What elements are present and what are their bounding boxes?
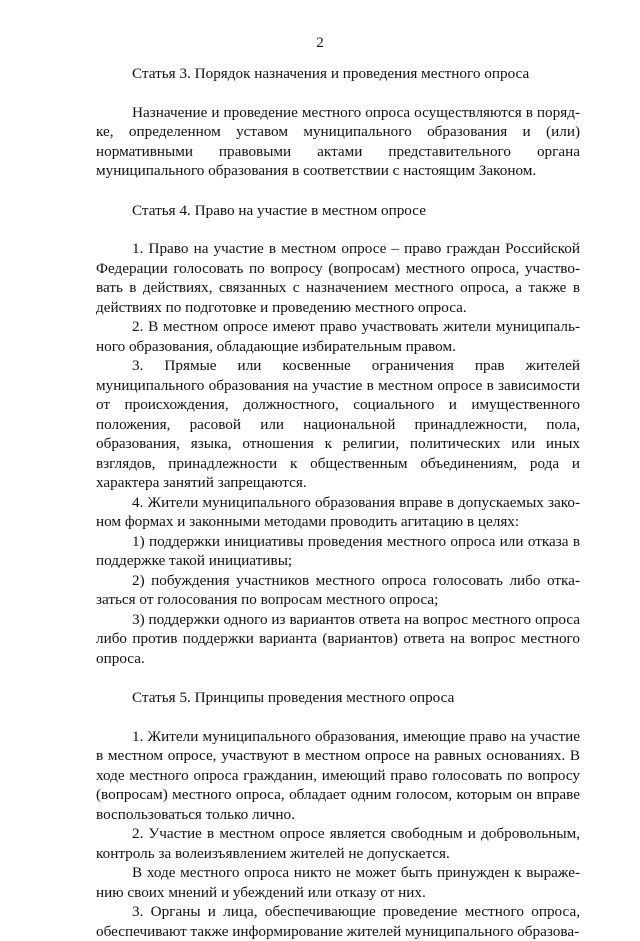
article-4-heading: Статья 4. Право на участие в местном опросе [132, 201, 426, 219]
article-5-paragraph-2: 2. Участие в местном опросе является свободным и добровольным, контроль за волеизъявлением жителей не допускается. [96, 825, 580, 862]
document-body [96, 64, 580, 941]
article-4-paragraph-3: 3. Прямые или косвенные ограничения прав жителей муниципального образования на участие в местном опросе в зависимости от происхождения, должностного, социального и имущественного положения, расовой или национальной принадлежности, пола, образования, языка, отношения к религии, политических или иных взглядов, принадлежности к общественным объединениям, рода и характера занятий запрещаются. [96, 357, 580, 491]
article-3-paragraph: Назначение и проведение местного опроса осуществляются в порядке, определенном уставом муниципального образования и (или) нормативными правовыми актами представительного органа муниципального образования в соответствии с настоящим Законом. [96, 103, 580, 179]
article-4-item-1: 1) поддержки инициативы проведения местного опроса или отказа в поддержке такой инициативы; [96, 532, 580, 569]
article-4-item-2: 2) побуждения участников местного опроса голосовать либо отказаться от голосования по вопросам местного опроса; [96, 571, 580, 608]
article-3-heading: Статья 3. Порядок назначения и проведения местного опроса [132, 65, 530, 82]
article-4-paragraph-4: 4. Жители муниципального образования вправе в допускаемых законом формах и законными методами проводить агитацию в целях: [96, 493, 580, 530]
article-5-paragraph-2-continued: В ходе местного опроса никто не может быть принужден к выражению своих мнений и убеждений или отказу от них. [96, 864, 580, 901]
article-5-heading: Статья 5. Принципы проведения местного опроса [132, 689, 455, 706]
article-5-paragraph-1: 1. Жители муниципального образования, имеющие право на участие в местном опросе, участвуют в местном опросе на равных основаниях. В ходе местного опроса гражданин, имеющий право голосовать по вопросу (вопросам) местного опроса, обладает одним голосом, которым он вправе воспользоваться только лично. [96, 727, 580, 823]
page-number: 2 [316, 35, 324, 51]
article-5-paragraph-3: 3. Органы и лица, обеспечивающие проведение местного опроса, обеспечивают также информирование жителей муниципального образова- [96, 903, 580, 940]
article-4-paragraph-2: 2. В местном опросе имеют право участвовать жители муниципального образования, обладающие избирательным правом. [96, 318, 580, 355]
article-4-paragraph-1: 1. Право на участие в местном опросе – право граждан Российской Федерации голосовать по вопросу (вопросам) местного опроса, участвовать в действиях, связанных с назначением местного опроса, а также в действиях по подготовке и проведению местного опроса. [96, 240, 580, 316]
article-4-item-3: 3) поддержки одного из вариантов ответа на вопрос местного опроса либо против поддержки варианта (вариантов) ответа на вопрос местного опроса. [96, 610, 580, 667]
